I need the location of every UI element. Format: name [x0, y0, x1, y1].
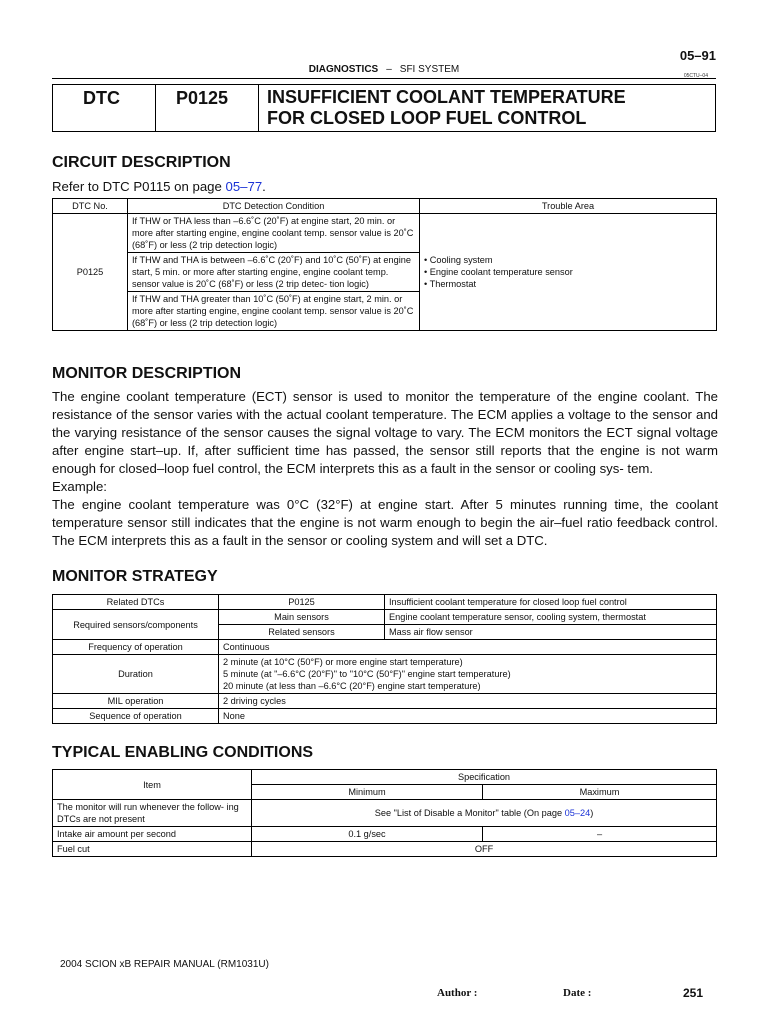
col-item: Item	[53, 770, 252, 800]
header-rule	[52, 78, 716, 79]
cell-label: Related sensors	[219, 625, 385, 640]
dtc-title-box	[52, 84, 716, 132]
cell-label: Main sensors	[219, 610, 385, 625]
cell-value: Mass air flow sensor	[385, 625, 717, 640]
example-para: The engine coolant temperature was 0°C (32°F) at engine start. After 5 minutes running time, the coolant temperature sensor still indicates that the engine is not warm enough to begin the air–fuel ratio feedback control. The ECM interprets this as a fault in the sensor or cooling system and will set a DTC.	[52, 497, 718, 548]
trouble-item: • Cooling system	[424, 255, 493, 265]
cell-label: Required sensors/components	[53, 610, 219, 640]
cell-label: Related DTCs	[53, 595, 219, 610]
page-code: 05–91	[679, 48, 716, 63]
cell-label: Sequence of operation	[53, 709, 219, 724]
circuit-heading: CIRCUIT DESCRIPTION	[52, 154, 231, 171]
system-name: SFI SYSTEM	[399, 64, 460, 75]
trouble-area-cell	[420, 214, 717, 331]
col-detection: DTC Detection Condition	[128, 199, 420, 214]
strategy-table	[52, 594, 717, 724]
col-trouble-area: Trouble Area	[420, 199, 717, 214]
dtc-label: DTC	[53, 85, 156, 131]
condition-cell: If THW and THA is between –6.6˚C (20˚F) and 10˚C (50˚F) at engine start, 5 min. or more after starting engine, engine coolant temp. sensor value is 20˚C (68˚F) or less (2 trip detec- tion logic)	[128, 253, 420, 292]
monitor-description-heading: MONITOR DESCRIPTION	[52, 365, 242, 382]
refer-page-link[interactable]: 05–77	[225, 179, 263, 194]
max-cell: –	[483, 827, 717, 842]
disable-table-page-link[interactable]: 05–24	[564, 808, 591, 818]
spec-cell	[252, 800, 717, 827]
header-dash: –	[386, 64, 392, 75]
duration-line: 2 minute (at 10°C (50°F) or more engine start temperature)	[223, 657, 463, 667]
enabling-heading: TYPICAL ENABLING CONDITIONS	[52, 744, 314, 761]
item-cell: Intake air amount per second	[53, 827, 252, 842]
page-number: 251	[683, 986, 704, 1000]
dtc-code: P0125	[156, 85, 259, 131]
col-dtc-no: DTC No.	[53, 199, 128, 214]
dtc-no-cell: P0125	[53, 214, 128, 331]
monitor-strategy-heading: MONITOR STRATEGY	[52, 568, 218, 585]
cell-value: Engine coolant temperature sensor, cooling system, thermostat	[385, 610, 717, 625]
dtc-title	[259, 85, 715, 131]
cell-label: Duration	[53, 655, 219, 694]
dtc-title-line1: INSUFFICIENT COOLANT TEMPERATURE	[267, 87, 626, 107]
col-minimum: Minimum	[252, 785, 483, 800]
cell-label: Frequency of operation	[53, 640, 219, 655]
condition-cell: If THW or THA less than –6.6˚C (20˚F) at engine start, 20 min. or more after starting engine, engine coolant temp. sensor value is 20˚C (68˚F) or less (2 trip detection logic)	[128, 214, 420, 253]
circuit-refer	[52, 178, 718, 196]
cell-value: None	[219, 709, 717, 724]
duration-line: 5 minute (at "–6.6°C (20°F)" to "10°C (50°F)" engine start temperature)	[223, 669, 511, 679]
item-cell: The monitor will run whenever the follow- ing DTCs are not present	[53, 800, 252, 827]
small-code: 05CTU–04	[683, 73, 708, 79]
cell-value: P0125	[219, 595, 385, 610]
item-cell: Fuel cut	[53, 842, 252, 857]
trouble-item: • Thermostat	[424, 279, 477, 289]
running-header	[0, 64, 768, 75]
monitor-description	[52, 388, 718, 550]
cell-value: Continuous	[219, 640, 717, 655]
spec-end: )	[590, 808, 594, 818]
enabling-table	[52, 769, 717, 857]
trouble-item: • Engine coolant temperature sensor	[424, 267, 573, 277]
section-name: DIAGNOSTICS	[308, 64, 379, 75]
duration-line: 20 minute (at less than –6.6°C (20°F) engine start temperature)	[223, 681, 481, 691]
cell-value: 2 driving cycles	[219, 694, 717, 709]
manual-footer: 2004 SCION xB REPAIR MANUAL (RM1031U)	[60, 959, 269, 970]
cell-value: Insufficient coolant temperature for closed loop fuel control	[385, 595, 717, 610]
min-cell: 0.1 g/sec	[252, 827, 483, 842]
spec-text: See "List of Disable a Monitor" table (On page	[374, 808, 565, 818]
spec-cell: OFF	[252, 842, 717, 857]
example-label: Example:	[52, 479, 107, 494]
date-label: Date :	[563, 987, 592, 999]
refer-end: .	[262, 179, 266, 194]
condition-cell: If THW and THA greater than 10˚C (50˚F) at engine start, 2 min. or more after starting engine, engine coolant temp. sensor value is 20˚C (68˚F) or less (2 trip detection logic)	[128, 292, 420, 331]
description-para: The engine coolant temperature (ECT) sensor is used to monitor the temperature of the engine coolant. The resistance of the sensor varies with the actual coolant temperature. The ECM applies a voltage to the sensor and the varying resistance of the sensor causes the signal voltage to vary. The ECM monitors the ECT signal voltage after engine start–up. If, after sufficient time has passed, the sensor still reports that the engine is not warm enough for closed–loop fuel control, the ECM interprets this as a fault in the sensor or cooling sys- tem.	[52, 389, 718, 476]
refer-text: Refer to DTC P0115 on page	[52, 179, 226, 194]
circuit-table	[52, 198, 717, 331]
dtc-title-line2: FOR CLOSED LOOP FUEL CONTROL	[267, 108, 587, 128]
cell-label: MIL operation	[53, 694, 219, 709]
col-specification: Specification	[252, 770, 717, 785]
author-label: Author :	[437, 987, 478, 999]
duration-cell	[219, 655, 717, 694]
col-maximum: Maximum	[483, 785, 717, 800]
